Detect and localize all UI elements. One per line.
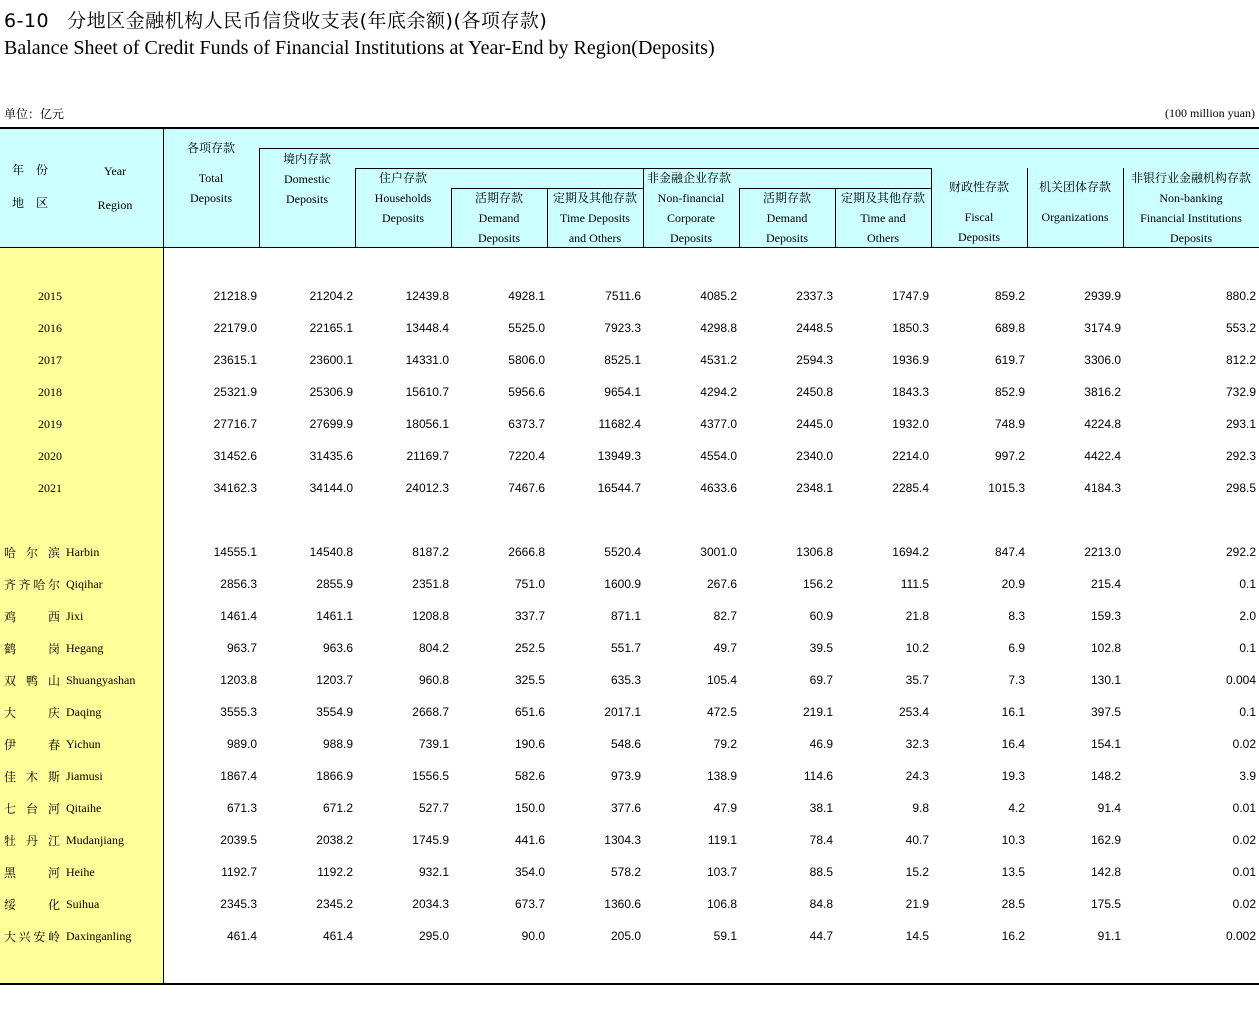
row-region-cn: 七台河 [4, 802, 60, 816]
cell-value: 988.9 [322, 737, 353, 751]
cell-value: 1747.9 [892, 289, 929, 303]
cell-value: 2214.0 [892, 449, 929, 463]
table-row-year [0, 478, 1259, 498]
cell-value: 21204.2 [309, 289, 353, 303]
cell-value: 18056.1 [405, 417, 449, 431]
title-en: Balance Sheet of Credit Funds of Financial Institutions at Year-End by Region(Deposits) [4, 37, 715, 59]
cell-value: 15.2 [905, 865, 929, 879]
cell-value: 0.02 [1232, 897, 1256, 911]
title-cn-text: 分地区金融机构人民币信贷收支表(年底余额)(各项存款) [67, 10, 548, 32]
cell-value: 0.1 [1239, 705, 1256, 719]
cell-value: 4531.2 [700, 353, 737, 367]
cell-value: 2445.0 [796, 417, 833, 431]
cell-value: 1936.9 [892, 353, 929, 367]
cell-value: 298.5 [1225, 481, 1256, 495]
cell-value: 23600.1 [309, 353, 353, 367]
cell-value: 671.3 [226, 801, 257, 815]
cell-value: 812.2 [1225, 353, 1256, 367]
row-year-label: 2021 [38, 481, 62, 495]
cell-value: 852.9 [994, 385, 1025, 399]
cell-value: 215.4 [1090, 577, 1121, 591]
row-region-cn: 哈尔滨 [4, 546, 60, 560]
row-year-label: 2019 [38, 417, 62, 431]
cell-value: 5525.0 [508, 321, 545, 335]
header-year-en: Year [103, 164, 127, 178]
cell-value: 2213.0 [1084, 545, 1121, 559]
cell-value: 2351.8 [412, 577, 449, 591]
header-corp-time: 定期及其他存款 Time and Others [840, 191, 925, 245]
cell-value: 2038.2 [316, 833, 353, 847]
cell-value: 377.6 [610, 801, 641, 815]
cell-value: 651.6 [514, 705, 545, 719]
cell-value: 0.02 [1232, 737, 1256, 751]
cell-value: 1932.0 [892, 417, 929, 431]
row-region-en: Daqing [66, 705, 102, 719]
cell-value: 7.3 [1008, 673, 1025, 687]
cell-value: 25321.9 [213, 385, 257, 399]
cell-value: 292.2 [1225, 545, 1256, 559]
cell-value: 1360.6 [604, 897, 641, 911]
cell-value: 635.3 [610, 673, 641, 687]
cell-value: 578.2 [610, 865, 641, 879]
cell-value: 138.9 [706, 769, 737, 783]
cell-value: 102.8 [1090, 641, 1121, 655]
cell-value: 69.7 [809, 673, 833, 687]
header-households-demand: 活期存款 Demand Deposits [474, 191, 523, 245]
row-region-en: Qitaihe [66, 801, 102, 815]
cell-value: 4184.3 [1084, 481, 1121, 495]
table-row-region [0, 542, 1259, 562]
cell-value: 219.1 [802, 705, 833, 719]
table-number: 6-10 [4, 10, 50, 32]
cell-value: 22165.1 [309, 321, 353, 335]
cell-value: 751.0 [514, 577, 545, 591]
cell-value: 142.8 [1090, 865, 1121, 879]
cell-value: 0.01 [1232, 801, 1256, 815]
cell-value: 82.7 [713, 609, 737, 623]
cell-value: 354.0 [514, 865, 545, 879]
table-row-region [0, 798, 1259, 818]
cell-value: 88.5 [809, 865, 833, 879]
cell-value: 0.002 [1225, 929, 1256, 943]
row-region-en: Heihe [66, 865, 95, 879]
cell-value: 1015.3 [988, 481, 1025, 495]
cell-value: 84.8 [809, 897, 833, 911]
cell-value: 859.2 [994, 289, 1025, 303]
cell-value: 79.2 [713, 737, 737, 751]
cell-value: 4224.8 [1084, 417, 1121, 431]
table-row-region [0, 766, 1259, 786]
row-region-cn: 齐齐哈尔 [4, 578, 60, 592]
table-row-region [0, 862, 1259, 882]
cell-value: 13448.4 [405, 321, 449, 335]
cell-value: 4.2 [1008, 801, 1025, 815]
cell-value: 997.2 [994, 449, 1025, 463]
cell-value: 31435.6 [309, 449, 353, 463]
cell-value: 59.1 [713, 929, 737, 943]
cell-value: 130.1 [1090, 673, 1121, 687]
cell-value: 4377.0 [700, 417, 737, 431]
cell-value: 16.4 [1001, 737, 1025, 751]
cell-value: 2668.7 [412, 705, 449, 719]
cell-value: 13949.3 [597, 449, 641, 463]
cell-value: 3174.9 [1084, 321, 1121, 335]
cell-value: 2034.3 [412, 897, 449, 911]
cell-value: 0.01 [1232, 865, 1256, 879]
cell-value: 963.6 [322, 641, 353, 655]
cell-value: 2345.2 [316, 897, 353, 911]
cell-value: 105.4 [706, 673, 737, 687]
cell-value: 548.6 [610, 737, 641, 751]
cell-value: 1556.5 [412, 769, 449, 783]
header-region-en: Region [97, 198, 133, 212]
row-region-cn: 黑河 [4, 866, 60, 880]
row-region-cn: 鸡西 [4, 610, 60, 624]
cell-value: 1192.7 [221, 865, 257, 879]
cell-value: 3306.0 [1084, 353, 1121, 367]
row-year-label: 2015 [38, 289, 62, 303]
header-nonbanking: 非银行业金融机构存款 Non-banking Financial Institutions Deposits [1130, 171, 1251, 245]
cell-value: 7511.6 [605, 289, 641, 303]
row-year-label: 2018 [38, 385, 62, 399]
cell-value: 14540.8 [309, 545, 353, 559]
table-row-year [0, 350, 1259, 370]
cell-value: 23615.1 [213, 353, 257, 367]
cell-value: 804.2 [418, 641, 449, 655]
cell-value: 91.1 [1097, 929, 1121, 943]
cell-value: 162.9 [1090, 833, 1121, 847]
cell-value: 205.0 [610, 929, 641, 943]
cell-value: 2594.3 [796, 353, 833, 367]
cell-value: 0.004 [1225, 673, 1256, 687]
cell-value: 7923.3 [604, 321, 641, 335]
table-row-region [0, 702, 1259, 722]
table-row-region [0, 574, 1259, 594]
cell-value: 4928.1 [508, 289, 545, 303]
cell-value: 156.2 [802, 577, 833, 591]
cell-value: 106.8 [706, 897, 737, 911]
cell-value: 8.3 [1008, 609, 1025, 623]
cell-value: 10.3 [1001, 833, 1025, 847]
cell-value: 16.1 [1001, 705, 1025, 719]
unit-en: (100 million yuan) [1165, 106, 1255, 120]
cell-value: 2856.3 [220, 577, 257, 591]
cell-value: 441.6 [514, 833, 545, 847]
header-fiscal: 财政性存款 Fiscal Deposits [948, 180, 1009, 244]
cell-value: 2285.4 [892, 481, 929, 495]
cell-value: 28.5 [1001, 897, 1025, 911]
row-region-en: Suihua [66, 897, 100, 911]
cell-value: 1843.3 [892, 385, 929, 399]
cell-value: 44.7 [809, 929, 833, 943]
cell-value: 1866.9 [316, 769, 353, 783]
cell-value: 4554.0 [700, 449, 737, 463]
table-row-year [0, 382, 1259, 402]
cell-value: 2340.0 [796, 449, 833, 463]
header-total: 各项存款 Total Deposits [186, 141, 235, 205]
cell-value: 21218.9 [213, 289, 257, 303]
cell-value: 38.1 [809, 801, 833, 815]
cell-value: 4298.8 [700, 321, 737, 335]
cell-value: 3554.9 [316, 705, 353, 719]
cell-value: 8187.2 [412, 545, 449, 559]
cell-value: 35.7 [905, 673, 929, 687]
cell-value: 295.0 [418, 929, 449, 943]
cell-value: 39.5 [809, 641, 833, 655]
cell-value: 1306.8 [796, 545, 833, 559]
cell-value: 619.7 [994, 353, 1025, 367]
cell-value: 2017.1 [604, 705, 641, 719]
header-region-cn: 地 区 [11, 196, 48, 210]
cell-value: 21169.7 [406, 449, 449, 463]
cell-value: 739.1 [418, 737, 449, 751]
title-cn [4, 6, 547, 33]
cell-value: 0.02 [1232, 833, 1256, 847]
cell-value: 3.9 [1239, 769, 1256, 783]
row-region-cn: 大兴安岭 [4, 930, 60, 944]
header-domestic: 境内存款 Domestic Deposits [282, 152, 331, 206]
cell-value: 154.1 [1090, 737, 1121, 751]
row-region-cn: 双鸭山 [4, 674, 60, 688]
cell-value: 1600.9 [604, 577, 641, 591]
cell-value: 551.7 [610, 641, 641, 655]
cell-value: 253.4 [898, 705, 929, 719]
top-rule [0, 127, 1259, 129]
table-row-region [0, 638, 1259, 658]
cell-value: 4294.2 [700, 385, 737, 399]
cell-value: 1745.9 [412, 833, 449, 847]
row-region-cn: 伊春 [4, 738, 60, 752]
cell-value: 49.7 [713, 641, 737, 655]
header-nonfinancial: 非金融企业存款 Non-financial Corporate Deposits [647, 171, 732, 245]
cell-value: 2448.5 [796, 321, 833, 335]
cell-value: 8525.1 [604, 353, 641, 367]
cell-value: 7220.4 [508, 449, 545, 463]
cell-value: 103.7 [706, 865, 737, 879]
table-row-region [0, 606, 1259, 626]
cell-value: 14.5 [905, 929, 929, 943]
cell-value: 78.4 [809, 833, 833, 847]
cell-value: 5520.4 [604, 545, 641, 559]
unit-cn: 单位：亿元 [4, 107, 65, 121]
row-region-cn: 牡丹江 [4, 834, 60, 848]
cell-value: 2939.9 [1084, 289, 1121, 303]
header-organizations: 机关团体存款 Organizations [1038, 180, 1111, 224]
cell-value: 0.1 [1239, 577, 1256, 591]
cell-value: 4633.6 [700, 481, 737, 495]
cell-value: 2039.5 [220, 833, 257, 847]
row-region-cn: 绥化 [4, 898, 60, 912]
cell-value: 150.0 [514, 801, 545, 815]
table-row-region [0, 734, 1259, 754]
row-region-en: Shuangyashan [66, 673, 136, 687]
cell-value: 5806.0 [508, 353, 545, 367]
table-row-region [0, 894, 1259, 914]
cell-value: 114.6 [803, 769, 833, 783]
cell-value: 9.8 [912, 801, 929, 815]
cell-value: 16.2 [1001, 929, 1025, 943]
table-row-region [0, 830, 1259, 850]
cell-value: 32.3 [905, 737, 929, 751]
cell-value: 1867.4 [220, 769, 257, 783]
cell-value: 582.6 [514, 769, 545, 783]
row-region-en: Mudanjiang [66, 833, 124, 847]
domestic-span-rule [259, 148, 1259, 149]
cell-value: 119.1 [707, 833, 737, 847]
cell-value: 960.8 [418, 673, 449, 687]
cell-value: 1694.2 [892, 545, 929, 559]
header-year-cn: 年 份 [11, 163, 48, 177]
cell-value: 325.5 [514, 673, 545, 687]
cell-value: 1192.2 [317, 865, 353, 879]
row-region-en: Daxinganling [66, 929, 132, 943]
cell-value: 34162.3 [213, 481, 257, 495]
cell-value: 973.9 [610, 769, 641, 783]
cell-value: 16544.7 [597, 481, 641, 495]
header-corp-demand: 活期存款 Demand Deposits [762, 191, 811, 245]
table-row-year [0, 446, 1259, 466]
table-row-year [0, 318, 1259, 338]
cell-value: 2.0 [1239, 609, 1256, 623]
row-region-en: Jiamusi [66, 769, 103, 783]
cell-value: 0.1 [1239, 641, 1256, 655]
cell-value: 1208.8 [412, 609, 449, 623]
cell-value: 671.2 [322, 801, 353, 815]
cell-value: 732.9 [1225, 385, 1256, 399]
cell-value: 871.1 [610, 609, 641, 623]
row-region-en: Harbin [66, 545, 100, 559]
cell-value: 553.2 [1225, 321, 1256, 335]
cell-value: 293.1 [1225, 417, 1256, 431]
cell-value: 90.0 [521, 929, 545, 943]
cell-value: 4422.4 [1084, 449, 1121, 463]
cell-value: 34144.0 [309, 481, 353, 495]
table-row-year [0, 414, 1259, 434]
cell-value: 5956.6 [508, 385, 545, 399]
row-region-en: Jixi [66, 609, 84, 623]
cell-value: 267.6 [706, 577, 737, 591]
cell-value: 2337.3 [796, 289, 833, 303]
row-region-cn: 大庆 [4, 706, 60, 720]
cell-value: 27716.7 [213, 417, 257, 431]
cell-value: 148.2 [1090, 769, 1121, 783]
cell-value: 159.3 [1090, 609, 1121, 623]
cell-value: 461.4 [322, 929, 353, 943]
cell-value: 989.0 [226, 737, 257, 751]
cell-value: 12439.8 [405, 289, 449, 303]
cell-value: 11682.4 [598, 417, 641, 431]
cell-value: 847.4 [994, 545, 1025, 559]
row-region-en: Hegang [66, 641, 104, 655]
cell-value: 175.5 [1090, 897, 1121, 911]
row-year-label: 2016 [38, 321, 62, 335]
cell-value: 3001.0 [700, 545, 737, 559]
cell-value: 2855.9 [316, 577, 353, 591]
cell-value: 673.7 [514, 897, 545, 911]
cell-value: 7467.6 [508, 481, 545, 495]
cell-value: 6.9 [1008, 641, 1025, 655]
cell-value: 3816.2 [1084, 385, 1121, 399]
cell-value: 337.7 [514, 609, 545, 623]
cell-value: 252.5 [514, 641, 545, 655]
cell-value: 25306.9 [309, 385, 353, 399]
cell-value: 2450.8 [796, 385, 833, 399]
cell-value: 60.9 [809, 609, 833, 623]
cell-value: 14555.1 [213, 545, 257, 559]
header-households: 住户存款 Households Deposits [374, 171, 432, 225]
cell-value: 397.5 [1090, 705, 1121, 719]
cell-value: 24012.3 [405, 481, 449, 495]
cell-value: 31452.6 [213, 449, 257, 463]
cell-value: 472.5 [706, 705, 737, 719]
cell-value: 748.9 [994, 417, 1025, 431]
cell-value: 111.5 [900, 577, 929, 591]
cell-value: 2345.3 [220, 897, 257, 911]
cell-value: 4085.2 [700, 289, 737, 303]
cell-value: 1304.3 [604, 833, 641, 847]
cell-value: 2666.8 [508, 545, 545, 559]
cell-value: 1850.3 [892, 321, 929, 335]
cell-value: 3555.3 [220, 705, 257, 719]
cell-value: 6373.7 [508, 417, 545, 431]
cell-value: 22179.0 [213, 321, 257, 335]
row-year-label: 2017 [38, 353, 62, 367]
cell-value: 10.2 [905, 641, 929, 655]
cell-value: 292.3 [1225, 449, 1256, 463]
row-year-label: 2020 [38, 449, 62, 463]
table-row-year [0, 286, 1259, 306]
cell-value: 461.4 [226, 929, 257, 943]
row-region-en: Qiqihar [66, 577, 103, 591]
header-households-time: 定期及其他存款 Time Deposits and Others [552, 191, 637, 245]
cell-value: 14331.0 [405, 353, 449, 367]
cell-value: 2348.1 [796, 481, 833, 495]
cell-value: 15610.7 [405, 385, 449, 399]
cell-value: 880.2 [1225, 289, 1256, 303]
cell-value: 963.7 [226, 641, 257, 655]
row-region-en: Yichun [66, 737, 101, 751]
cell-value: 27699.9 [309, 417, 353, 431]
cell-value: 40.7 [905, 833, 929, 847]
cell-value: 1203.7 [316, 673, 353, 687]
cell-value: 19.3 [1001, 769, 1025, 783]
cell-value: 91.4 [1097, 801, 1121, 815]
cell-value: 932.1 [418, 865, 449, 879]
cell-value: 689.8 [994, 321, 1025, 335]
cell-value: 21.8 [905, 609, 929, 623]
cell-value: 13.5 [1001, 865, 1025, 879]
cell-value: 9654.1 [604, 385, 641, 399]
table-row-region [0, 670, 1259, 690]
cell-value: 24.3 [905, 769, 929, 783]
cell-value: 1461.4 [220, 609, 257, 623]
cell-value: 1461.1 [316, 609, 353, 623]
cell-value: 20.9 [1001, 577, 1025, 591]
cell-value: 1203.8 [220, 673, 257, 687]
row-region-cn: 鹤岗 [4, 642, 60, 656]
cell-value: 46.9 [809, 737, 833, 751]
table-row-region [0, 926, 1259, 946]
row-region-cn: 佳木斯 [4, 770, 60, 784]
cell-value: 21.9 [905, 897, 929, 911]
cell-value: 527.7 [418, 801, 449, 815]
cell-value: 47.9 [713, 801, 737, 815]
bottom-rule [0, 983, 1259, 985]
cell-value: 190.6 [514, 737, 545, 751]
